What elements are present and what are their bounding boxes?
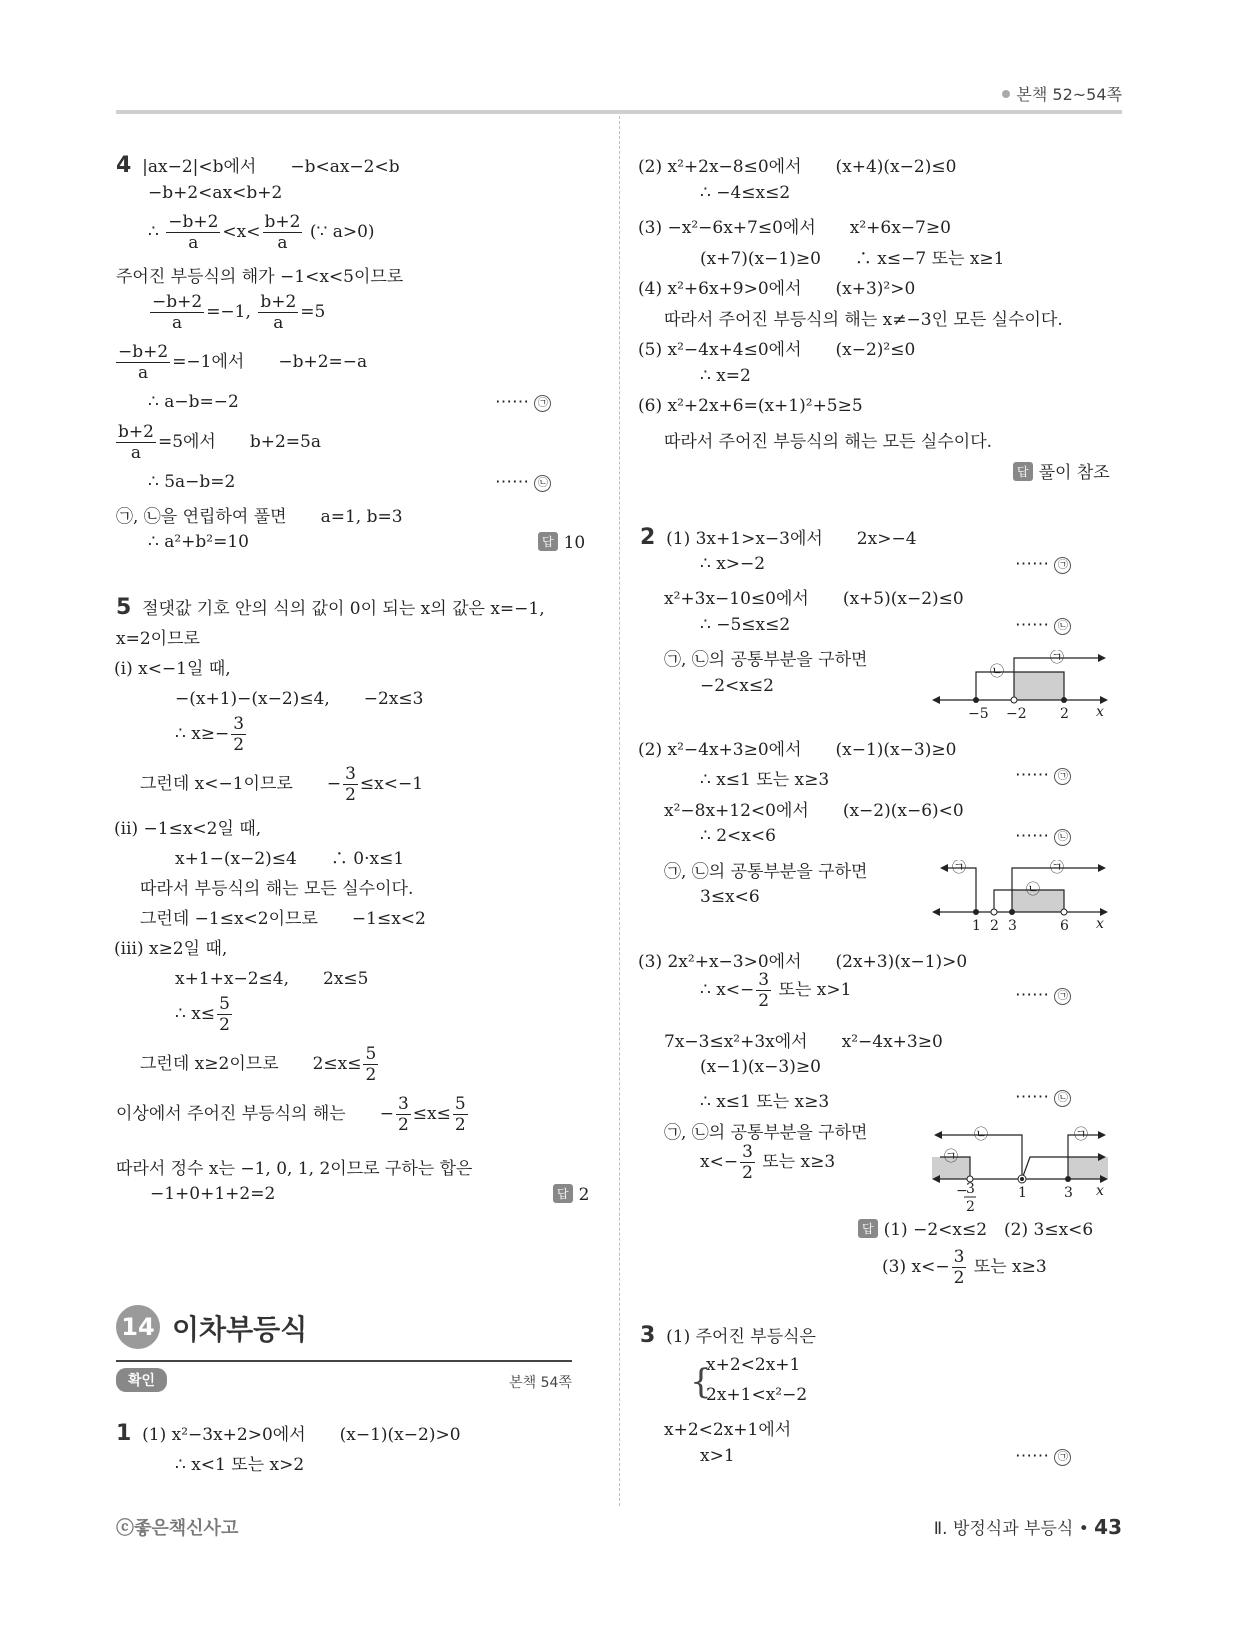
p5-line9: 따라서 부등식의 해는 모든 실수이다.: [140, 879, 414, 899]
closed-point: [1061, 697, 1067, 703]
problem-number: 2: [640, 525, 656, 550]
tick-label: 2: [990, 918, 999, 930]
axis-label: x: [1096, 1183, 1104, 1199]
answer: 답 (1) −2<x≤2 (2) 3≤x<6: [858, 1215, 1093, 1240]
p4-line8: $\frac{b+2}{a}$ =5에서 b+2=5a: [118, 422, 321, 463]
p2-b1: (2) x²−4x+3≥0에서 (x−1)(x−3)≥0: [638, 740, 957, 760]
p5-line1: 5 절댓값 기호 안의 식의 값이 0이 되는 x의 값은 x=−1,: [116, 595, 545, 620]
p2-a4: ∴ −5≤x≤2: [700, 615, 791, 635]
problem-number: 5: [116, 595, 132, 620]
p5-line12: x+1+x−2≤4, 2x≤5: [175, 969, 369, 989]
problem-number: 3: [640, 1323, 656, 1348]
marker-g: ⋯⋯ ㉠: [1015, 554, 1071, 574]
arrow-right: [1098, 654, 1106, 662]
p2-a2: ∴ x>−2: [700, 554, 766, 574]
p3-line1: 3 (1) 주어진 부등식은: [640, 1323, 816, 1348]
tick-label: 1: [1018, 1185, 1027, 1201]
p4-line5: $\frac{-b+2}{a}$ =−1, $\frac{b+2}{a}$ =5: [152, 292, 326, 333]
p4-line4: 주어진 부등식의 해가 −1<x<5이므로: [116, 267, 404, 287]
answer-badge: 답: [553, 1184, 573, 1203]
fraction: $\frac{3}{2}$: [233, 714, 245, 755]
p2-b5: ㉠, ㉡의 공통부분을 구하면: [664, 862, 868, 882]
p1-line1: 1 (1) x²−3x+2>0에서 (x−1)(x−2)>0: [116, 1421, 461, 1446]
open-point: [991, 909, 997, 915]
fraction: $\frac{5}{2}$: [219, 994, 230, 1035]
top-rule: [116, 110, 1122, 114]
r-line8: ∴ x=2: [700, 366, 751, 386]
p2-a5: ㉠, ㉡의 공통부분을 구하면: [664, 650, 868, 670]
axis-arrow-right: [1100, 696, 1108, 704]
p2-a1: 2 (1) 3x+1>x−3에서 2x>−4: [640, 525, 917, 550]
tick-label: 3: [1064, 1185, 1073, 1201]
fraction: $\frac{-b+2}{a}$: [168, 212, 219, 253]
marker-n: ⋯⋯ ㉡: [495, 472, 551, 492]
p5-line2: x=2이므로: [116, 629, 200, 649]
fraction: $\frac{3}{2}$: [758, 970, 770, 1011]
r-line3: (3) −x²−6x+7≤0에서 x²+6x−7≥0: [638, 218, 951, 238]
label-n: ㉡: [1026, 882, 1040, 898]
section-title: 이차부등식: [172, 1313, 308, 1346]
fraction: $\frac{b+2}{a}$: [264, 212, 301, 253]
label-g: ㉠: [1050, 650, 1064, 666]
tick-label: 1: [972, 918, 981, 930]
p5-line3: (ⅰ) x<−1일 때,: [114, 659, 231, 679]
overlap-region-right: [1068, 1157, 1108, 1179]
fraction: $\frac{-b+2}{a}$: [152, 292, 203, 333]
p2-c6: ㉠, ㉡의 공통부분을 구하면: [664, 1123, 868, 1143]
r-line4: (x+7)(x−1)≥0 ∴ x≤−7 또는 x≥1: [700, 249, 1005, 269]
answer-badge: 답: [1013, 462, 1033, 481]
p5-line10: 그런데 −1≤x<2이므로 −1≤x<2: [140, 909, 426, 929]
tick-label: 6: [1060, 918, 1069, 930]
closed-point: [973, 697, 979, 703]
fraction: $\frac{b+2}{a}$: [260, 292, 297, 333]
p2-c3: 7x−3≤x²+3x에서 x²−4x+3≥0: [664, 1032, 943, 1052]
p2-b6: 3≤x<6: [700, 887, 760, 907]
p4-line6: $\frac{-b+2}{a}$ =−1에서 −b+2=−a: [118, 342, 368, 383]
p2-c2: ∴ x<− $\frac{3}{2}$ 또는 x>1: [700, 970, 852, 1011]
p4-line7: ∴ a−b=−2: [148, 392, 239, 412]
p4-line11: ∴ a²+b²=10: [148, 532, 249, 552]
fraction: $\frac{3}{2}$: [953, 1247, 965, 1288]
marker-n: ⋯⋯ ㉡: [1015, 1087, 1071, 1107]
p1-line2: ∴ x<1 또는 x>2: [175, 1455, 305, 1475]
fraction: $\frac{5}{2}$: [365, 1044, 377, 1085]
r-line6: 따라서 주어진 부등식의 해는 x≠−3인 모든 실수이다.: [664, 310, 1063, 330]
fraction: $\frac{3}{2}$: [742, 1142, 753, 1183]
overlap-region: [1014, 672, 1064, 700]
fraction: $\frac{5}{2}$: [454, 1094, 466, 1135]
marker-n: ⋯⋯ ㉡: [1015, 826, 1071, 846]
r-line9: (6) x²+2x+6=(x+1)²+5≥5: [638, 396, 863, 416]
closed-point: [1020, 1177, 1024, 1181]
closed-point: [973, 909, 979, 915]
answer-line2: (3) x<− $\frac{3}{2}$ 또는 x≥3: [882, 1247, 1047, 1288]
tick-label: 3: [1008, 918, 1017, 930]
column-divider: [619, 116, 620, 1506]
tick-label: −2: [1006, 706, 1027, 720]
label-n: ㉡: [990, 664, 1004, 680]
number-line-1: [930, 650, 1110, 720]
p3-line2: x+2<2x+1: [706, 1355, 801, 1375]
p5-line14: 그런데 x≥2이므로 2≤x≤ $\frac{5}{2}$: [140, 1044, 377, 1085]
tick-frac-num: 3: [966, 1181, 975, 1197]
p4-line3: ∴ $\frac{-b+2}{a}$ <x< $\frac{b+2}{a}$ (∵ a>0): [148, 212, 375, 253]
label-n: ㉡: [974, 1127, 988, 1143]
p2-c7: x<− $\frac{3}{2}$ 또는 x≥3: [700, 1142, 836, 1183]
p4-line1: 4 |ax−2|<b에서 −b<ax−2<b: [116, 153, 400, 178]
p5-line13: ∴ x≤ $\frac{5}{2}$: [175, 994, 230, 1035]
axis-arrow-left: [932, 908, 940, 916]
p2-c4: (x−1)(x−3)≥0: [700, 1057, 821, 1077]
r-line2: ∴ −4≤x≤2: [700, 183, 791, 203]
publisher-logo: ⓒ좋은책신사고: [116, 1518, 239, 1539]
p2-b2: ∴ x≤1 또는 x≥3: [700, 770, 830, 790]
p5-line5: ∴ x≥− $\frac{3}{2}$: [175, 714, 245, 755]
axis-arrow-right: [1100, 908, 1108, 916]
marker-g: ⋯⋯ ㉠: [1015, 985, 1071, 1005]
r-line7: (5) x²−4x+4≤0에서 (x−2)²≤0: [638, 340, 916, 360]
label-g: ㉠: [944, 1149, 958, 1165]
problem-number: 4: [116, 153, 132, 178]
tick-minus: −: [956, 1183, 968, 1199]
arrow-right: [1098, 1131, 1106, 1139]
answer-badge: 답: [538, 532, 558, 551]
marker-n: ⋯⋯ ㉡: [1015, 615, 1071, 635]
section-rule: [116, 1360, 572, 1362]
marker-g: ⋯⋯ ㉠: [495, 392, 551, 412]
axis-label: x: [1096, 916, 1104, 930]
bullet-dot: [1002, 90, 1010, 98]
p4-line10: ㉠, ㉡을 연립하여 풀면 a=1, b=3: [116, 507, 403, 527]
brace-icon: {: [690, 1362, 712, 1402]
closed-point: [1065, 1176, 1071, 1182]
p4-line9: ∴ 5a−b=2: [148, 472, 236, 492]
arrow-left: [934, 1131, 942, 1139]
tick-frac-den: 2: [966, 1199, 975, 1215]
page-footer: Ⅱ. 방정식과 부등식 • 43: [933, 1515, 1122, 1539]
fraction: $\frac{3}{2}$: [397, 1094, 409, 1135]
p5-line16: 따라서 정수 x는 −1, 0, 1, 2이므로 구하는 합은: [116, 1159, 473, 1179]
marker-g: ⋯⋯ ㉠: [1015, 1446, 1071, 1466]
label-g: ㉠: [1074, 1127, 1088, 1143]
answer: 답 풀이 참조: [1013, 458, 1110, 483]
open-point: [1011, 697, 1017, 703]
page-reference: 본책 52~54쪽: [1002, 82, 1122, 105]
check-pill: 확인: [116, 1368, 167, 1392]
fraction: $\frac{b+2}{a}$: [118, 422, 154, 463]
problem-number: 1: [116, 1421, 132, 1446]
axis-arrow-left: [932, 696, 940, 704]
marker-g: ⋯⋯ ㉠: [1015, 765, 1071, 785]
p2-a3: x²+3x−10≤0에서 (x+5)(x−2)≤0: [664, 589, 964, 609]
number-line-2: [930, 860, 1110, 930]
p5-line4: −(x+1)−(x−2)≤4, −2x≤3: [175, 689, 424, 709]
answer-badge: 답: [858, 1219, 878, 1238]
p2-b3: x²−8x+12<0에서 (x−2)(x−6)<0: [664, 801, 964, 821]
tick-label: 2: [1060, 706, 1069, 720]
r-line5: (4) x²+6x+9>0에서 (x+3)²>0: [638, 279, 916, 299]
fraction: $\frac{3}{2}$: [345, 764, 356, 805]
page-number: 43: [1094, 1515, 1122, 1539]
p3-line3: 2x+1<x²−2: [706, 1385, 808, 1405]
arrow-left: [940, 864, 948, 872]
p4-line2: −b+2<ax<b+2: [148, 183, 283, 203]
closed-point: [1009, 909, 1015, 915]
p2-c5: ∴ x≤1 또는 x≥3: [700, 1092, 830, 1112]
number-line-3: [930, 1125, 1110, 1220]
p2-b4: ∴ 2<x<6: [700, 826, 776, 846]
answer: 답 10: [538, 532, 585, 553]
p2-a6: −2<x≤2: [700, 676, 774, 696]
section-number: 14: [116, 1305, 160, 1349]
label-g: ㉠: [1050, 860, 1064, 876]
fraction: $\frac{-b+2}{a}$: [118, 342, 169, 383]
arrow-right: [1098, 864, 1106, 872]
p5-line6: 그런데 x<−1이므로 − $\frac{3}{2}$ ≤x<−1: [140, 764, 424, 805]
p2-c1: (3) 2x²+x−3>0에서 (2x+3)(x−1)>0: [638, 952, 968, 972]
axis-label: x: [1096, 704, 1104, 720]
p5-line17: −1+0+1+2=2: [150, 1184, 276, 1204]
p3-line5: x>1: [700, 1446, 735, 1466]
p5-line11: (ⅲ) x≥2일 때,: [114, 939, 228, 959]
answer: 답 2: [553, 1184, 589, 1205]
p3-line4: x+2<2x+1에서: [664, 1420, 792, 1440]
p5-line7: (ⅱ) −1≤x<2일 때,: [114, 819, 262, 839]
section-ref: 본책 54쪽: [509, 1375, 572, 1391]
r-line1: (2) x²+2x−8≤0에서 (x+4)(x−2)≤0: [638, 157, 957, 177]
p5-line8: x+1−(x−2)≤4 ∴ 0·x≤1: [175, 849, 405, 869]
r-line10: 따라서 주어진 부등식의 해는 모든 실수이다.: [664, 432, 993, 452]
p5-line15: 이상에서 주어진 부등식의 해는 − $\frac{3}{2}$ ≤x≤ $\frac{5}{2}$: [116, 1094, 466, 1135]
label-g: ㉠: [952, 860, 966, 876]
tick-label: −5: [968, 706, 989, 720]
open-point: [1061, 909, 1067, 915]
